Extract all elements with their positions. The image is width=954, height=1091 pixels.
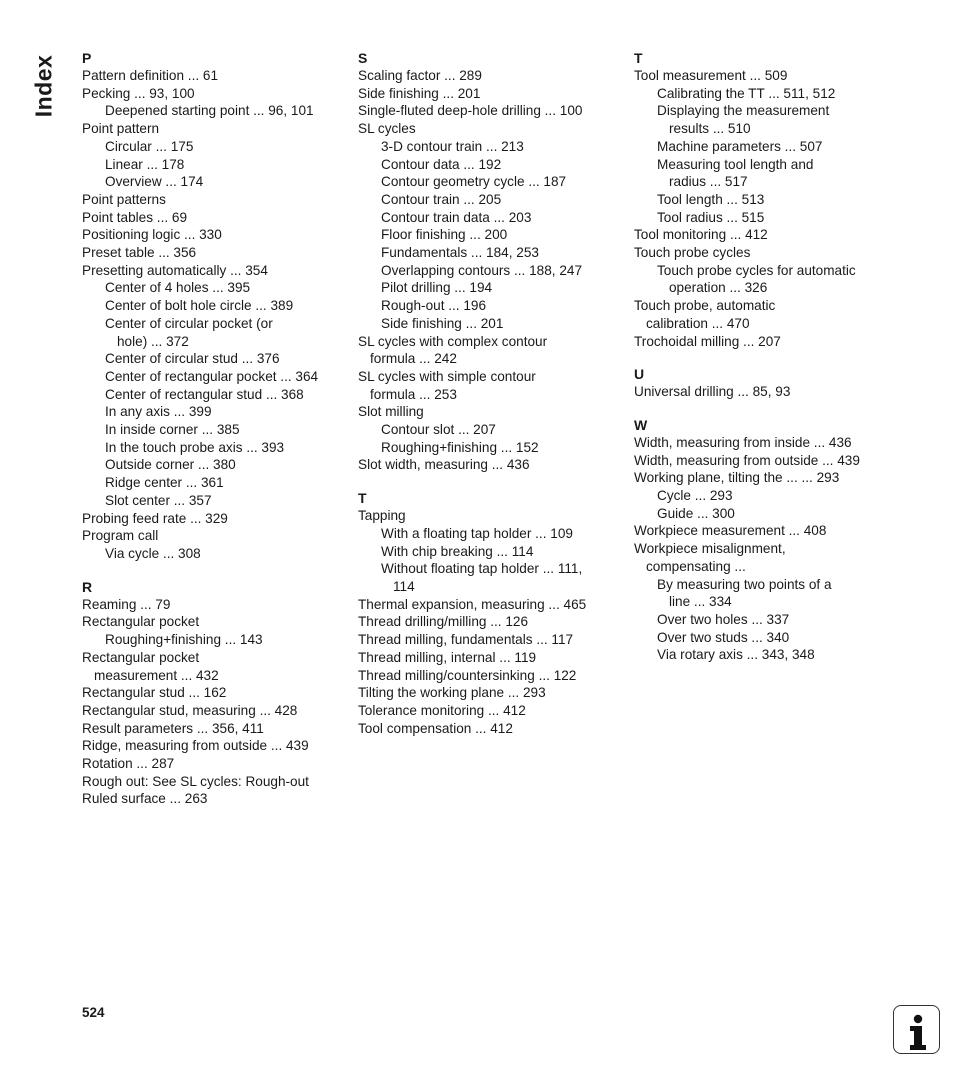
entry-text: In the touch probe axis ... 393	[105, 439, 285, 455]
entry-text: Tilting the working plane ... 293	[358, 685, 546, 701]
entry-text: Machine parameters ... 507	[657, 138, 823, 154]
entry-text: Overlapping contours ... 188, 247	[381, 262, 583, 278]
entry-text: Thread milling/countersinking ... 122	[358, 667, 577, 683]
index-entry	[358, 456, 623, 474]
entry-text: Contour train data ... 203	[381, 209, 532, 225]
entry-continuation: compensating ...	[646, 558, 746, 574]
index-subentry	[358, 297, 623, 315]
index-subentry	[82, 297, 347, 315]
entry-text: Ridge, measuring from outside ... 439	[82, 738, 309, 754]
entry-text: Calibrating the TT ... 511, 512	[657, 85, 836, 101]
index-entry	[82, 85, 347, 103]
section-letter: T	[358, 490, 367, 507]
index-subentry	[358, 138, 623, 156]
entry-text: Tool length ... 513	[657, 191, 765, 207]
index-subentry	[82, 279, 347, 297]
entry-text: Contour train ... 205	[381, 191, 502, 207]
entry-continuation: formula ... 253	[370, 386, 457, 402]
entry-text: Point pattern	[82, 121, 160, 137]
section-letter: T	[634, 50, 643, 66]
entry-text: Tolerance monitoring ... 412	[358, 702, 526, 718]
index-subentry	[634, 85, 899, 103]
entry-text: 3-D contour train ... 213	[381, 138, 524, 154]
index-entry	[634, 469, 899, 487]
index-entry	[82, 67, 347, 85]
entry-text: Guide ... 300	[657, 505, 735, 521]
entry-continuation: 114	[393, 578, 415, 594]
index-entry	[634, 452, 899, 470]
entry-text: Thread milling, fundamentals ... 117	[358, 632, 574, 648]
index-entry	[82, 244, 347, 262]
index-entry	[358, 368, 623, 403]
entry-text: In inside corner ... 385	[105, 422, 240, 438]
index-subentry	[82, 173, 347, 191]
index-subentry	[358, 421, 623, 439]
index-subentry	[634, 629, 899, 647]
index-entry	[358, 649, 623, 667]
index-subentry	[634, 156, 899, 191]
index-subentry	[82, 545, 347, 563]
entry-text: With a floating tap holder ... 109	[381, 525, 573, 541]
entry-text: Rectangular pocket	[82, 614, 200, 630]
index-entry	[82, 755, 347, 773]
entry-text: Via cycle ... 308	[105, 545, 201, 561]
index-entry	[82, 649, 347, 684]
index-subentry	[634, 646, 899, 664]
index-subentry	[358, 226, 623, 244]
entry-text: Over two holes ... 337	[657, 611, 790, 627]
entry-continuation: formula ... 242	[370, 351, 457, 367]
entry-text: Side finishing ... 201	[358, 85, 481, 101]
info-icon	[893, 1005, 940, 1054]
index-subentry	[82, 474, 347, 492]
index-entry	[358, 403, 623, 421]
entry-text: Positioning logic ... 330	[82, 227, 222, 243]
page-number: 524	[82, 1005, 105, 1020]
index-subentry	[358, 244, 623, 262]
entry-text: Width, measuring from outside ... 439	[634, 452, 860, 468]
entry-continuation: measurement ... 432	[94, 667, 219, 683]
entry-text: SL cycles	[358, 121, 416, 137]
index-column-3	[634, 49, 899, 664]
entry-text: Universal drilling ... 85, 93	[634, 384, 791, 400]
index-entry	[82, 720, 347, 738]
entry-text: Slot milling	[358, 404, 424, 420]
index-subentry	[634, 611, 899, 629]
entry-continuation: operation ... 326	[669, 280, 768, 296]
entry-text: Thread drilling/milling ... 126	[358, 614, 529, 630]
entry-text: Point patterns	[82, 191, 166, 207]
entry-text: Via rotary axis ... 343, 348	[657, 647, 815, 663]
entry-text: Single-fluted deep-hole drilling ... 100	[358, 103, 583, 119]
index-subentry	[358, 209, 623, 227]
entry-text: Without floating tap holder ... 111,	[381, 561, 583, 577]
entry-text: Center of bolt hole circle ... 389	[105, 298, 294, 314]
index-entry	[358, 702, 623, 720]
index-subentry	[82, 368, 347, 386]
index-entry	[358, 684, 623, 702]
index-entry	[82, 790, 347, 808]
index-entry	[358, 613, 623, 631]
entry-text: Rectangular stud ... 162	[82, 685, 227, 701]
entry-text: Floor finishing ... 200	[381, 227, 508, 243]
index-subentry	[634, 138, 899, 156]
index-column-2	[358, 49, 623, 737]
entry-text: Program call	[82, 528, 159, 544]
entry-text: Deepened starting point ... 96, 101	[105, 103, 314, 119]
entry-text: Contour slot ... 207	[381, 422, 496, 438]
index-subentry	[82, 350, 347, 368]
entry-text: Pecking ... 93, 100	[82, 85, 195, 101]
index-column-1	[82, 49, 347, 808]
index-subentry	[82, 315, 347, 350]
index-entry	[358, 102, 623, 120]
entry-text: Tool compensation ... 412	[358, 720, 513, 736]
index-entry	[634, 226, 899, 244]
index-entry	[82, 191, 347, 209]
entry-text: Rough out: See SL cycles: Rough-out	[82, 773, 309, 789]
entry-text: Center of 4 holes ... 395	[105, 280, 251, 296]
section-letter: P	[82, 50, 92, 66]
entry-text: Center of circular stud ... 376	[105, 351, 280, 367]
entry-text: Trochoidal milling ... 207	[634, 333, 781, 349]
entry-text: Preset table ... 356	[82, 245, 197, 261]
entry-text: Width, measuring from inside ... 436	[634, 434, 852, 450]
index-subentry	[634, 576, 899, 611]
entry-text: Scaling factor ... 289	[358, 68, 482, 83]
entry-text: By measuring two points of a	[657, 576, 832, 592]
section-letter: U	[634, 366, 645, 383]
entry-text: SL cycles with simple contour	[358, 368, 536, 384]
entry-text: Side finishing ... 201	[381, 315, 504, 331]
index-entry	[82, 120, 347, 138]
index-subentry	[82, 156, 347, 174]
index-subentry	[82, 631, 347, 649]
index-subentry	[358, 262, 623, 280]
entry-text: SL cycles with complex contour	[358, 333, 548, 349]
index-entry	[358, 667, 623, 685]
entry-text: Touch probe cycles for automatic	[657, 262, 856, 278]
entry-text: Slot center ... 357	[105, 492, 212, 508]
entry-text: Contour geometry cycle ... 187	[381, 174, 567, 190]
entry-text: Thread milling, internal ... 119	[358, 649, 537, 665]
entry-text: Overview ... 174	[105, 174, 204, 190]
entry-text: Center of circular pocket (or	[105, 315, 273, 331]
index-entry	[634, 540, 899, 575]
entry-text: Reaming ... 79	[82, 596, 171, 612]
side-title-text: Index	[30, 54, 57, 118]
entry-text: Ruled surface ... 263	[82, 791, 208, 807]
index-subentry	[358, 439, 623, 457]
entry-text: Over two studs ... 340	[657, 629, 790, 645]
index-entry	[82, 527, 347, 545]
index-entry	[358, 333, 623, 368]
entry-text: Rectangular pocket	[82, 649, 200, 665]
index-entry	[82, 209, 347, 227]
index-entry	[634, 244, 899, 262]
index-entry	[634, 383, 899, 401]
entry-text: Touch probe, automatic	[634, 298, 776, 314]
index-subentry	[358, 315, 623, 333]
index-subentry	[634, 505, 899, 523]
entry-text: Roughing+finishing ... 152	[381, 439, 539, 455]
index-subentry	[82, 138, 347, 156]
index-entry	[634, 67, 899, 85]
entry-text: Tool measurement ... 509	[634, 68, 788, 83]
entry-text: With chip breaking ... 114	[381, 543, 534, 559]
index-subentry	[358, 543, 623, 561]
entry-text: Workpiece measurement ... 408	[634, 523, 827, 539]
index-entry	[82, 737, 347, 755]
entry-text: Linear ... 178	[105, 156, 185, 172]
index-subentry	[358, 173, 623, 191]
index-entry	[358, 720, 623, 738]
section-letter: W	[634, 416, 648, 433]
entry-text: Outside corner ... 380	[105, 457, 236, 473]
index-subentry	[358, 560, 623, 595]
index-subentry	[358, 191, 623, 209]
index-subentry	[634, 102, 899, 137]
entry-text: Ridge center ... 361	[105, 475, 224, 491]
entry-continuation: calibration ... 470	[646, 315, 750, 331]
index-subentry	[82, 386, 347, 404]
index-entry	[358, 120, 623, 138]
index-entry	[634, 297, 899, 332]
index-subentry	[634, 191, 899, 209]
entry-text: Touch probe cycles	[634, 245, 751, 261]
entry-continuation: radius ... 517	[669, 174, 748, 190]
entry-text: Displaying the measurement	[657, 103, 830, 119]
entry-continuation: hole) ... 372	[117, 333, 189, 349]
index-entry	[82, 773, 347, 791]
entry-text: Probing feed rate ... 329	[82, 510, 228, 526]
index-subentry	[358, 279, 623, 297]
index-subentry	[82, 439, 347, 457]
index-entry	[82, 510, 347, 528]
entry-text: Tapping	[358, 508, 406, 524]
entry-text: Roughing+finishing ... 143	[105, 632, 263, 648]
entry-text: Slot width, measuring ... 436	[358, 457, 530, 473]
index-entry	[634, 434, 899, 452]
index-entry	[82, 262, 347, 280]
entry-text: Center of rectangular stud ... 368	[105, 386, 304, 402]
entry-text: Rough-out ... 196	[381, 298, 487, 314]
index-entry	[358, 67, 623, 85]
entry-text: Circular ... 175	[105, 138, 194, 154]
entry-text: Working plane, tilting the ... ... 293	[634, 470, 840, 486]
entry-text: Rotation ... 287	[82, 756, 175, 772]
index-subentry	[634, 262, 899, 297]
index-subentry	[82, 421, 347, 439]
index-entry	[358, 596, 623, 614]
index-entry	[358, 631, 623, 649]
index-subentry	[634, 487, 899, 505]
entry-continuation: results ... 510	[669, 121, 751, 137]
entry-text: Point tables ... 69	[82, 209, 188, 225]
entry-text: Result parameters ... 356, 411	[82, 720, 264, 736]
index-subentry	[82, 102, 347, 120]
index-entry	[82, 684, 347, 702]
section-letter: S	[358, 50, 368, 66]
index-subentry	[358, 156, 623, 174]
entry-text: Tool radius ... 515	[657, 209, 765, 225]
index-entry	[634, 522, 899, 540]
side-title	[28, 50, 60, 122]
index-entry	[634, 333, 899, 351]
index-entry	[82, 702, 347, 720]
section-letter: R	[82, 578, 93, 595]
entry-text: Pattern definition ... 61	[82, 68, 219, 83]
entry-text: Thermal expansion, measuring ... 465	[358, 596, 587, 612]
entry-text: Pilot drilling ... 194	[381, 280, 493, 296]
entry-text: Rectangular stud, measuring ... 428	[82, 702, 298, 718]
entry-text: Tool monitoring ... 412	[634, 227, 768, 243]
index-subentry	[358, 525, 623, 543]
index-subentry	[634, 209, 899, 227]
entry-text: Presetting automatically ... 354	[82, 262, 268, 278]
entry-text: Measuring tool length and	[657, 156, 814, 172]
entry-text: In any axis ... 399	[105, 404, 212, 420]
index-entry	[358, 85, 623, 103]
index-subentry	[82, 492, 347, 510]
entry-text: Cycle ... 293	[657, 488, 733, 504]
index-entry	[358, 507, 623, 525]
entry-text: Center of rectangular pocket ... 364	[105, 368, 319, 384]
index-entry	[82, 613, 347, 631]
entry-text: Fundamentals ... 184, 253	[381, 245, 539, 261]
index-entry	[82, 226, 347, 244]
index-subentry	[82, 403, 347, 421]
entry-text: Contour data ... 192	[381, 156, 502, 172]
entry-continuation: line ... 334	[669, 594, 732, 610]
entry-text: Workpiece misalignment,	[634, 541, 786, 557]
index-subentry	[82, 456, 347, 474]
index-entry	[82, 596, 347, 614]
